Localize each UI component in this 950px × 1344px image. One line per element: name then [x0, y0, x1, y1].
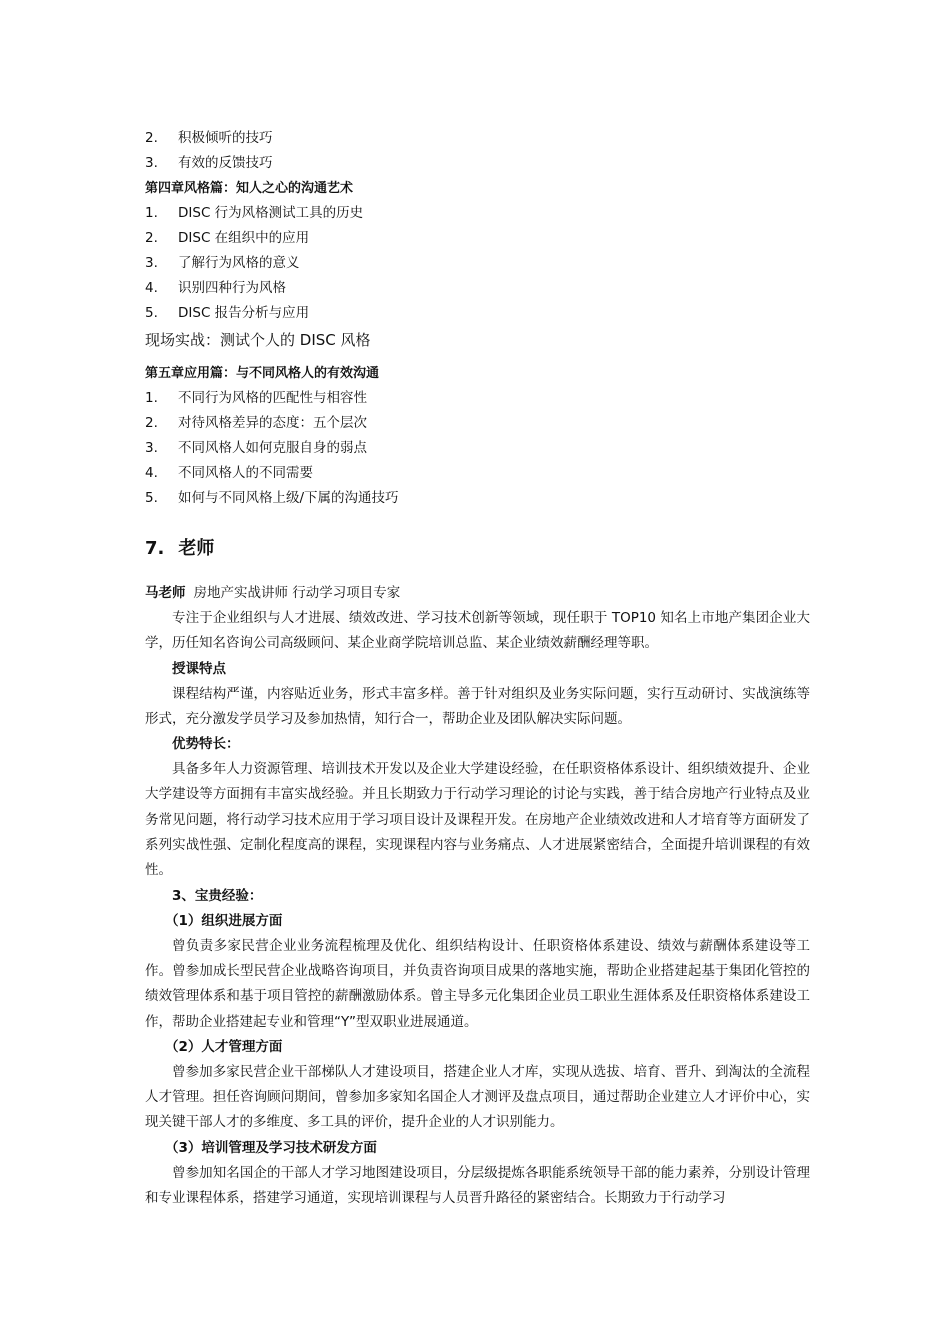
chapter5-title: 第五章应用篇：与不同风格人的有效沟通	[145, 366, 380, 381]
exp3-paragraph: 曾参加知名国企的干部人才学习地图建设项目，分层级提炼各职能系统领导干部的能力素养，分别设计管理和专业课程体系，搭建学习通道，实现培训课程与人员晋升路径的紧密结合。长期致力于行动学习	[145, 1164, 810, 1207]
list-item	[145, 251, 810, 276]
list-item	[145, 486, 810, 511]
advantage-paragraph: 具备多年人力资源管理、培训技术开发以及企业大学建设经验，在任职资格体系设计、组织绩效提升、企业大学建设等方面拥有丰富实战经验。并且长期致力于行动学习理论的讨论与实践，善于结合房地产行业特点及业务常见问题，将行动学习技术应用于学习项目设计及课程开发。在房地产企业绩效改进和人才培育等方面研发了系列实战性强、定制化程度高的课程，实现课程内容与业务痛点、人才进展紧密结合，全面提升培训课程的有效性。	[145, 761, 810, 879]
list-item	[145, 301, 810, 326]
teaching-heading: 授课特点	[172, 660, 226, 677]
list-item	[145, 411, 810, 436]
section-heading	[145, 529, 810, 569]
exp3-heading: （3）培训管理及学习技术研发方面	[165, 1139, 377, 1156]
list-text: DISC 在组织中的应用	[178, 230, 310, 246]
teacher-intro	[145, 581, 810, 606]
list-number: 5.	[145, 305, 158, 321]
list-item	[145, 151, 810, 176]
list-number: 2.	[145, 415, 158, 431]
exp1-heading: （1）组织进展方面	[165, 912, 283, 929]
list-item	[145, 126, 810, 151]
list-item	[145, 386, 810, 411]
teacher-roles: 房地产实战讲师 行动学习项目专家	[193, 585, 401, 601]
exp1-paragraph: 曾负责多家民营企业业务流程梳理及优化、组织结构设计、任职资格体系建设、绩效与薪酬体系建设等工作。曾参加成长型民营企业战略咨询项目，并负责咨询项目成果的落地实施，帮助企业搭建起基于集团化管控的绩效管理体系和基于项目管控的薪酬激励体系。曾主导多元化集团企业员工职业生涯体系及任职资格体系建设工作，帮助企业搭建起专业和管理“Y”型双职业进展通道。	[145, 937, 810, 1030]
list-number: 5.	[145, 490, 158, 506]
list-item	[145, 226, 810, 251]
list-number: 3.	[145, 155, 158, 171]
chapter4-title: 第四章风格篇：知人之心的沟通艺术	[145, 181, 354, 196]
list-text: DISC 行为风格测试工具的历史	[178, 205, 364, 221]
document-page	[145, 126, 810, 1211]
teaching-paragraph: 课程结构严谨，内容贴近业务，形式丰富多样。善于针对组织及业务实际问题，实行互动研讨、实战演练等形式，充分激发学员学习及参加热情，知行合一，帮助企业及团队解决实际问题。	[145, 685, 810, 727]
list-number: 1.	[145, 205, 158, 221]
list-text: 积极倾听的技巧	[178, 130, 273, 146]
list-text: 识别四种行为风格	[178, 280, 286, 296]
list-item	[145, 461, 810, 486]
list-number: 2.	[145, 230, 158, 246]
exp2-paragraph: 曾参加多家民营企业干部梯队人才建设项目，搭建企业人才库，实现从选拔、培育、晋升、到淘汰的全流程人才管理。担任咨询顾问期间，曾参加多家知名国企人才测评及盘点项目，通过帮助企业建立人才评价中心，实现关键干部人才的多维度、多工具的评价，提升企业的人才识别能力。	[145, 1063, 810, 1131]
list-number: 4.	[145, 280, 158, 296]
section-number: 7.	[145, 538, 165, 559]
list-item	[145, 276, 810, 301]
list-text: 不同风格人如何克服自身的弱点	[178, 440, 367, 456]
list-text: 如何与不同风格上级/下属的沟通技巧	[178, 490, 399, 506]
list-number: 4.	[145, 465, 158, 481]
practice-line: 现场实战：测试个人的 DISC 风格	[145, 331, 371, 349]
section-title: 老师	[178, 538, 215, 559]
list-item	[145, 201, 810, 226]
advantage-heading: 优势特长：	[172, 736, 240, 753]
list-number: 2.	[145, 130, 158, 146]
list-text: 了解行为风格的意义	[178, 255, 300, 271]
list-text: 对待风格差异的态度：五个层次	[178, 415, 367, 431]
list-text: 不同行为风格的匹配性与相容性	[178, 390, 367, 406]
teacher-name: 马老师	[145, 585, 186, 601]
list-number: 1.	[145, 390, 158, 406]
list-text: 不同风格人的不同需要	[178, 465, 313, 481]
experience-heading: 3、宝贵经验：	[172, 887, 263, 904]
list-text: DISC 报告分析与应用	[178, 305, 310, 321]
list-text: 有效的反馈技巧	[178, 155, 273, 171]
list-item	[145, 436, 810, 461]
list-number: 3.	[145, 440, 158, 456]
exp2-heading: （2）人才管理方面	[165, 1038, 283, 1055]
intro-paragraph: 专注于企业组织与人才进展、绩效改进、学习技术创新等领域，现任职于 TOP10 知名上市地产集团企业大学，历任知名咨询公司高级顾问、某企业商学院培训总监、某企业绩效薪酬经理等职。	[145, 610, 810, 652]
list-number: 3.	[145, 255, 158, 271]
